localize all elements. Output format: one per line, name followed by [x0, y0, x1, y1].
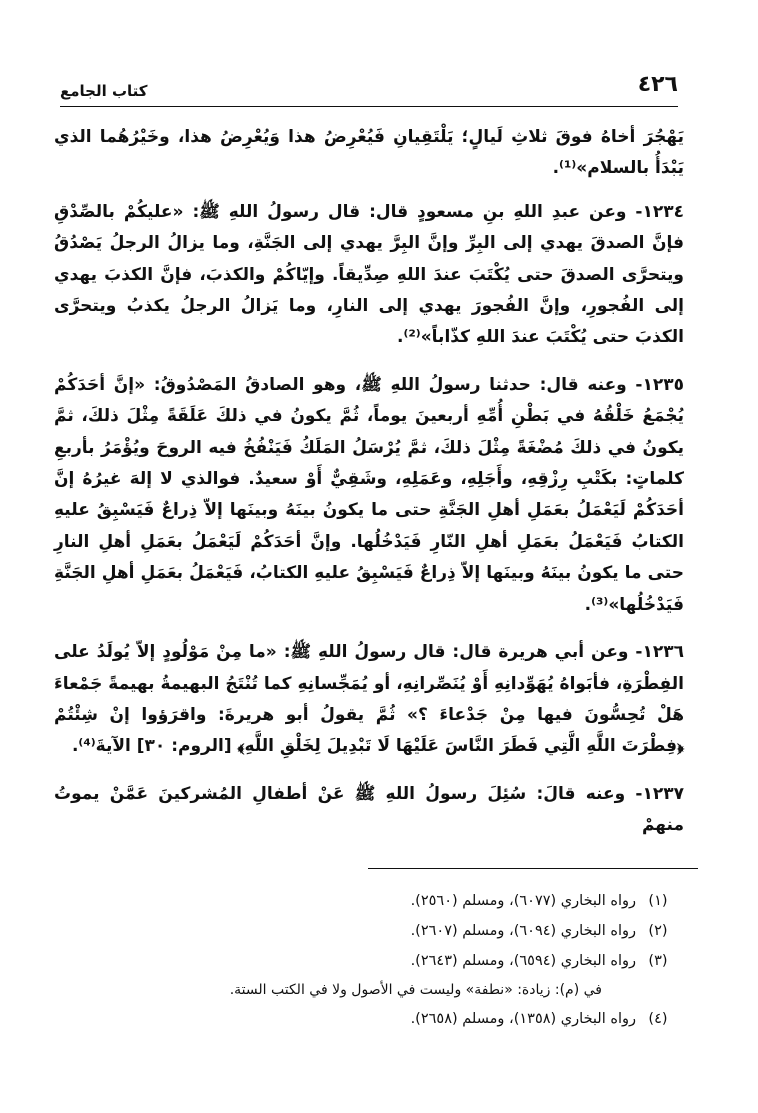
footnote-4 — [90, 1004, 680, 1034]
footnote-3 — [90, 946, 680, 976]
footnote-3-note: في (م): زيادة: «نطفة» وليست في الأصول ولا في الكتب الستة. — [229, 982, 602, 998]
paragraph-continuation: يَهْجُرَ أخاهُ فوقَ ثلاثِ لَيالٍ؛ يَلْتَقِيانِ فَيُعْرِضُ هذا وَيُعْرِضُ هذا، وخَيْرُهُما الذي يَبْدَأُ بالسلام»⁽¹⁾. — [54, 127, 684, 179]
footnotes-separator — [368, 868, 698, 869]
main-text — [54, 122, 684, 858]
hadith-1234: ١٢٣٤- وعن عبدِ اللهِ بنِ مسعودٍ قال: قال رسولُ اللهِ ﷺ: «عليكُمْ بالصِّدْقِ فإنَّ الصدقَ يهدي إلى البِرِّ وإنَّ البِرَّ يهدي إلى الجَنَّةِ، وما يزالُ الرجلُ يَصْدُقُ ويتحرَّى الصدقَ حتى يُكْتَبَ عندَ اللهِ صِدِّيقاً. وإيّاكُمْ والكذبَ، فإنَّ الكذبَ يهدي إلى الفُجورِ، وإنَّ الفُجورَ يهدي إلى النارِ، وما يَزالُ الرجلُ يكذبُ ويتحرَّى الكذبَ حتى يُكْتَبَ عندَ اللهِ كذّاباً»⁽²⁾. — [54, 201, 684, 348]
footnote-number: (٤) — [648, 1011, 668, 1027]
footnote-2 — [90, 916, 680, 946]
hadith-1237: ١٢٣٧- وعنه قالَ: سُئِلَ رسولُ اللهِ ﷺ عَنْ أطفالِ المُشركينَ عَمَّنْ يموتُ منهمْ — [54, 783, 684, 836]
footnote-text: رواه البخاري (٦٠٧٧)، ومسلم (٢٥٦٠). — [410, 893, 636, 909]
footnote-text: رواه البخاري (١٣٥٨)، ومسلم (٢٦٥٨). — [410, 1011, 636, 1027]
footnote-number: (١) — [648, 893, 668, 909]
footnote-number: (٢) — [648, 923, 668, 939]
running-title: كتاب الجامع — [60, 82, 148, 100]
footnote-text: رواه البخاري (٦٥٩٤)، ومسلم (٢٦٤٣). — [410, 953, 636, 969]
hadith-1235: ١٢٣٥- وعنه قال: حدثنا رسولُ اللهِ ﷺ، وهو الصادقُ المَصْدُوقُ: «إنَّ أحَدَكُمْ يُجْمَعُ خَلْقُهُ في بَطْنِ أُمِّهِ أربعينَ يوماً، ثُمَّ يكونُ في ذلكَ عَلَقَةً مِثْلَ ذلكَ، ثمَّ يكونُ في ذلكَ مُضْغَةً مِثْلَ ذلكَ، ثمَّ يُرْسَلُ المَلَكُ فَيَنْفُخُ فيه الروحَ ويُؤْمَرُ بأربعِ كلماتٍ: بكَتْبِ رِزْقِهِ، وأَجَلِهِ، وعَمَلِهِ، وشَقِيٌّ أَوْ سعيدٌ. فوالذي لا إلهَ غيرُهُ إنَّ أحَدَكُمْ لَيَعْمَلُ بعَمَلِ أهلِ الجَنَّةِ حتى ما يكونُ بينَهُ وبينَها إلاّ ذِراعٌ فَيَسْبِقُ عليهِ الكتابُ فَيَعْمَلُ بعَمَلِ أهلِ النّارِ فَيَدْخُلُها. وإنَّ أحَدَكُمْ لَيَعْمَلُ بعَمَلِ أهلِ النارِ حتى ما يكونُ بينَهُ وبينَها إلاّ ذِراعٌ فَيَسْبِقُ عليهِ الكتابُ، فَيَعْمَلُ بعَمَلِ أهلِ الجَنَّةِ فَيَدْخُلُها»⁽³⁾. — [54, 374, 684, 615]
page-number: ٤٢٦ — [637, 72, 678, 97]
page-header — [60, 68, 678, 108]
footnote-1 — [90, 886, 680, 916]
hadith-1236: ١٢٣٦- وعن أبي هريرة قال: قال رسولُ اللهِ ﷺ: «ما مِنْ مَوْلُودٍ إلاّ يُولَدُ على الفِطْرَةِ، فأبَواهُ يُهَوِّدانِهِ أَوْ يُنَصِّرانِهِ، أو يُمَجِّسانِهِ كما تُنْتَجُ البهيمةُ بهيمةً جَمْعاءَ هَلْ تُحِسُّونَ فيها مِنْ جَدْعاءَ ؟» ثُمَّ يقولُ أبو هريرةَ: واقرَؤوا إنْ شِئْتُمْ ﴿فِطْرَتَ اللَّهِ الَّتِي فَطَرَ النَّاسَ عَلَيْهَا لَا تَبْدِيلَ لِخَلْقِ اللَّهِ﴾ [الروم: ٣٠] الآيةَ⁽⁴⁾. — [54, 642, 684, 757]
footnotes — [90, 886, 680, 1034]
footnote-number: (٣) — [648, 953, 668, 969]
footnote-text: رواه البخاري (٦٠٩٤)، ومسلم (٢٦٠٧). — [410, 923, 636, 939]
header-rule — [60, 106, 678, 107]
